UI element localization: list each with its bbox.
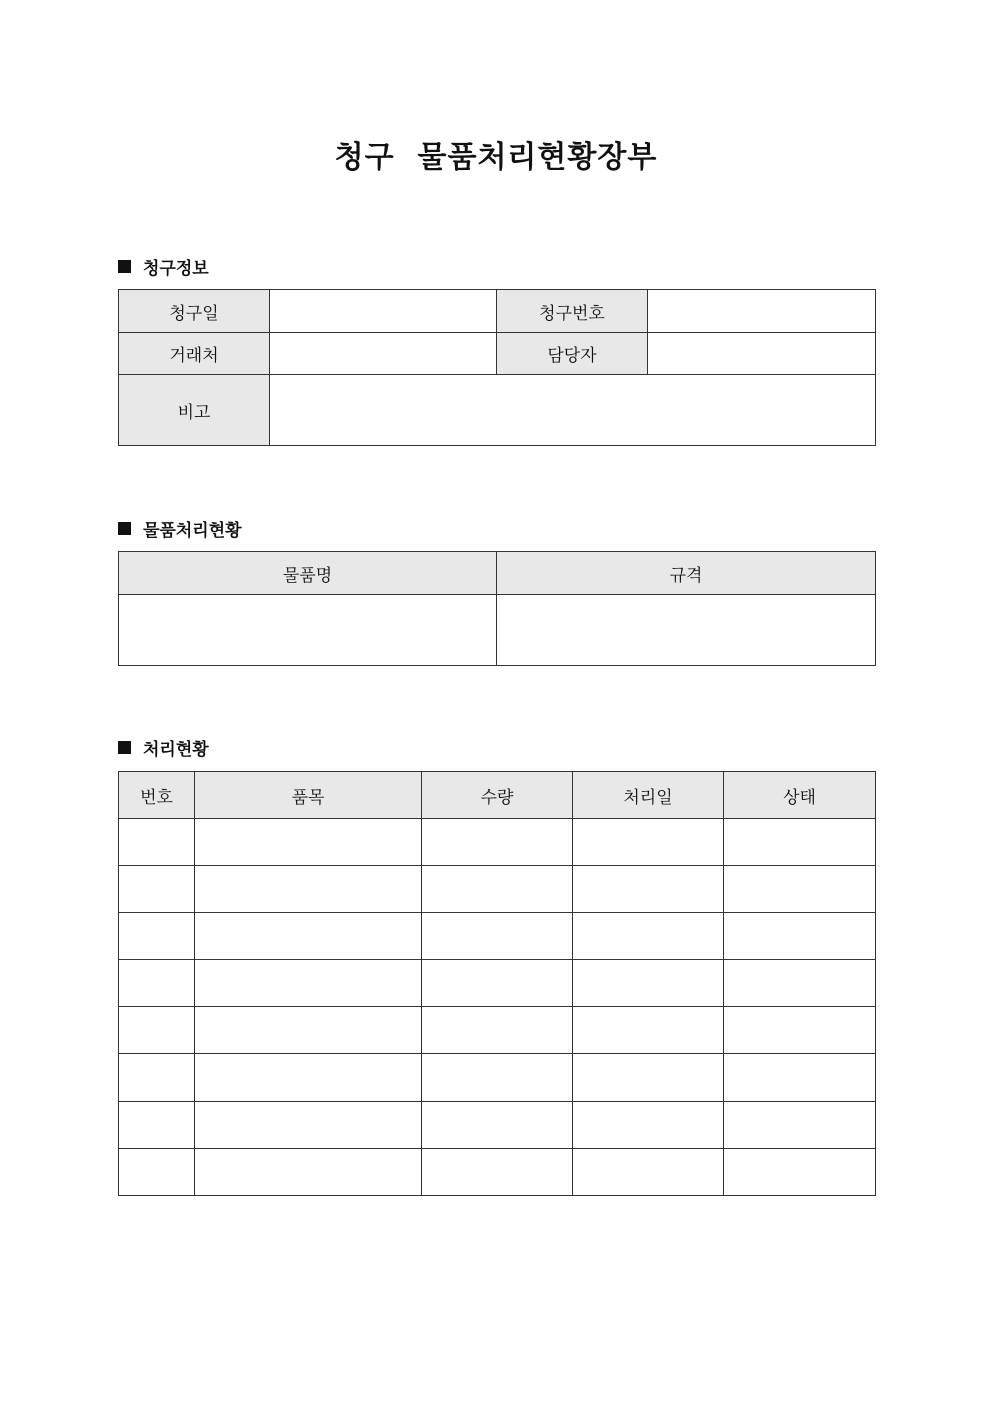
section-heading-label: 청구정보 xyxy=(143,259,209,279)
client-label: 거래처 xyxy=(119,333,270,375)
column-header-item: 품목 xyxy=(195,772,422,819)
table-row xyxy=(119,819,876,866)
remarks-field[interactable] xyxy=(270,375,876,446)
quantity-cell[interactable] xyxy=(422,960,573,1007)
status-cell[interactable] xyxy=(724,1149,876,1196)
section-heading-label: 처리현황 xyxy=(143,740,209,760)
column-header-quantity: 수량 xyxy=(422,772,573,819)
square-bullet-icon xyxy=(118,741,131,754)
claim-date-field[interactable] xyxy=(270,290,497,333)
column-header-spec: 규격 xyxy=(497,552,876,595)
number-cell[interactable] xyxy=(119,866,195,913)
process-date-cell[interactable] xyxy=(573,960,724,1007)
number-cell[interactable] xyxy=(119,960,195,1007)
table-row xyxy=(119,333,876,375)
table-row xyxy=(119,913,876,960)
process-date-cell[interactable] xyxy=(573,1007,724,1054)
item-cell[interactable] xyxy=(195,1149,422,1196)
status-cell[interactable] xyxy=(724,960,876,1007)
status-cell[interactable] xyxy=(724,1007,876,1054)
item-status-table xyxy=(118,551,876,666)
process-date-cell[interactable] xyxy=(573,1102,724,1149)
table-header-row xyxy=(119,772,876,819)
quantity-cell[interactable] xyxy=(422,1054,573,1102)
column-header-item-name: 물품명 xyxy=(119,552,497,595)
table-row xyxy=(119,1149,876,1196)
client-field[interactable] xyxy=(270,333,497,375)
number-cell[interactable] xyxy=(119,1007,195,1054)
item-cell[interactable] xyxy=(195,1102,422,1149)
remarks-label: 비고 xyxy=(119,375,270,446)
process-date-cell[interactable] xyxy=(573,1054,724,1102)
column-header-process-date: 처리일 xyxy=(573,772,724,819)
table-row xyxy=(119,1054,876,1102)
quantity-cell[interactable] xyxy=(422,819,573,866)
quantity-cell[interactable] xyxy=(422,913,573,960)
quantity-cell[interactable] xyxy=(422,1149,573,1196)
table-row xyxy=(119,866,876,913)
item-cell[interactable] xyxy=(195,1007,422,1054)
page-title: 청구 물품처리현황장부 xyxy=(334,140,658,175)
table-row xyxy=(119,1007,876,1054)
column-header-status: 상태 xyxy=(724,772,876,819)
square-bullet-icon xyxy=(118,260,131,273)
number-cell[interactable] xyxy=(119,1149,195,1196)
spec-field[interactable] xyxy=(497,595,876,666)
process-status-table xyxy=(118,771,876,1196)
claim-date-label: 청구일 xyxy=(119,290,270,333)
process-date-cell[interactable] xyxy=(573,819,724,866)
table-row xyxy=(119,1102,876,1149)
claim-number-label: 청구번호 xyxy=(497,290,648,333)
table-row xyxy=(119,960,876,1007)
item-name-field[interactable] xyxy=(119,595,497,666)
item-cell[interactable] xyxy=(195,1054,422,1102)
table-header-row xyxy=(119,552,876,595)
item-cell[interactable] xyxy=(195,913,422,960)
number-cell[interactable] xyxy=(119,1102,195,1149)
claim-number-field[interactable] xyxy=(648,290,876,333)
process-date-cell[interactable] xyxy=(573,1149,724,1196)
section-heading-item-status xyxy=(118,516,242,541)
quantity-cell[interactable] xyxy=(422,866,573,913)
section-heading-label: 물품처리현황 xyxy=(143,521,242,541)
item-cell[interactable] xyxy=(195,819,422,866)
status-cell[interactable] xyxy=(724,819,876,866)
table-row xyxy=(119,290,876,333)
manager-label: 담당자 xyxy=(497,333,648,375)
status-cell[interactable] xyxy=(724,1054,876,1102)
process-date-cell[interactable] xyxy=(573,866,724,913)
process-date-cell[interactable] xyxy=(573,913,724,960)
column-header-number: 번호 xyxy=(119,772,195,819)
number-cell[interactable] xyxy=(119,819,195,866)
status-cell[interactable] xyxy=(724,866,876,913)
section-heading-process-status xyxy=(118,735,209,760)
table-row xyxy=(119,595,876,666)
status-cell[interactable] xyxy=(724,1102,876,1149)
quantity-cell[interactable] xyxy=(422,1007,573,1054)
number-cell[interactable] xyxy=(119,913,195,960)
quantity-cell[interactable] xyxy=(422,1102,573,1149)
number-cell[interactable] xyxy=(119,1054,195,1102)
claim-info-table xyxy=(118,289,876,446)
item-cell[interactable] xyxy=(195,960,422,1007)
section-heading-claim-info xyxy=(118,254,209,279)
item-cell[interactable] xyxy=(195,866,422,913)
status-cell[interactable] xyxy=(724,913,876,960)
table-row xyxy=(119,375,876,446)
manager-field[interactable] xyxy=(648,333,876,375)
square-bullet-icon xyxy=(118,522,131,535)
